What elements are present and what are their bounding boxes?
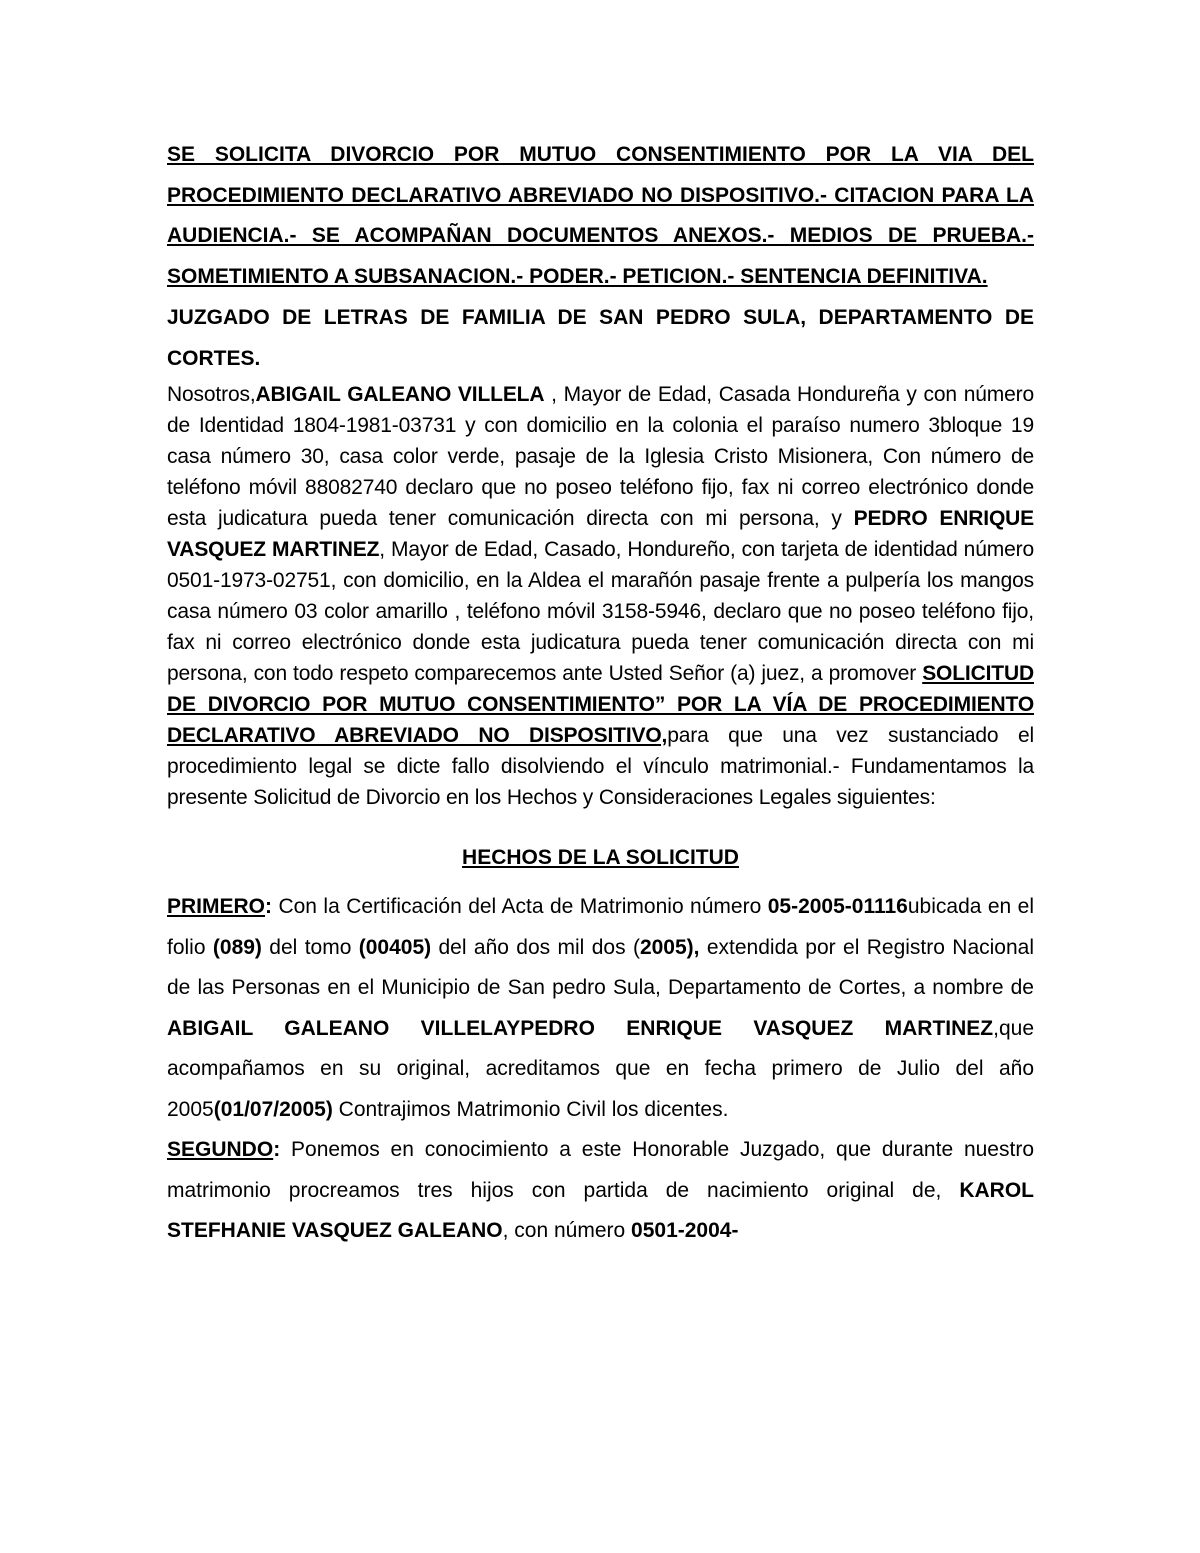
party-name: ABIGAIL GALEANO VILLELA — [255, 383, 545, 406]
intro-paragraph — [167, 379, 1034, 813]
fact-text: ,que acompañamos en su original, acreditamos que en fecha primero de Julio del año 2005 — [167, 1016, 1034, 1121]
intro-text: para que una vez sustanciado el procedimiento legal se dicte fallo disolviendo el vínculo matrimonial.- Fundamentamos la presente Solicitud de Divorcio en los Hechos y Consideraciones Legales siguientes: — [167, 724, 1034, 809]
fact-text: Con la Certificación del Acta de Matrimonio número — [272, 895, 768, 918]
document-heading: SE SOLICITA DIVORCIO POR MUTUO CONSENTIMIENTO POR LA VIA DEL PROCEDIMIENTO DECLARATIVO ABREVIADO NO DISPOSITIVO.- CITACION PARA LA AUDIENCIA.- SE ACOMPAÑAN DOCUMENTOS ANEXOS.- MEDIOS DE PRUEBA.- SOMETIMIENTO A SUBSANACION.- PODER.- PETICION.- SENTENCIA DEFINITIVA. — [167, 143, 1034, 288]
fact-label-colon: : — [265, 895, 273, 918]
spouse-names: ABIGAIL GALEANO VILLELAYPEDRO ENRIQUE VASQUEZ MARTINEZ — [167, 1016, 994, 1040]
fact-text: del tomo — [261, 935, 359, 959]
fact-text: ubicada en el folio — [167, 895, 1035, 959]
year-number: 2005), — [639, 935, 700, 959]
child-name: KAROL STEFHANIE VASQUEZ GALEANO — [167, 1178, 1034, 1242]
fact-segundo — [167, 1130, 1034, 1252]
party-name: PEDRO ENRIQUE VASQUEZ MARTINEZ — [167, 507, 1034, 561]
intro-text: , Mayor de Edad, Casada Hondureña y con número de Identidad 1804-1981-03731 y con domicilio en la colonia el paraíso numero 3bloque 19 casa número 30, casa color verde, pasaje de la Iglesia Cristo Misionera, Con número de teléfono móvil 88082740 declaro que no poseo teléfono fijo, fax ni correo electrónico donde esta judicatura pueda tener comunicación directa con mi persona, y — [167, 383, 1035, 530]
folio-number: (089) — [212, 935, 262, 959]
request-title: SOLICITUD DE DIVORCIO POR MUTUO CONSENTIMIENTO” POR LA VÍA DE PROCEDIMIENTO DECLARATIVO ABREVIADO NO DISPOSITIVO, — [167, 662, 1034, 747]
fact-label: PRIMERO — [167, 895, 266, 918]
fact-text: Contrajimos Matrimonio Civil los dicentes. — [332, 1097, 729, 1121]
fact-primero — [167, 887, 1034, 1130]
fact-text: Ponemos en conocimiento a este Honorable Juzgado, que durante nuestro matrimonio procreamos tres hijos con partida de nacimiento original de, — [167, 1138, 1034, 1202]
intro-text: Nosotros, — [167, 383, 256, 406]
birth-certificate-number: 0501-2004- — [631, 1219, 739, 1242]
acta-number: 05-2005-01116 — [767, 895, 908, 918]
marriage-date: (01/07/2005) — [213, 1097, 333, 1121]
intro-text: , Mayor de Edad, Casado, Hondureño, con tarjeta de identidad número 0501-1973-02751, con domicilio, en la Aldea el marañón pasaje frente a pulpería los mangos casa número 03 color amarillo , teléfono móvil 3158-5946, declaro que no poseo teléfono fijo, fax ni correo electrónico donde esta judicatura pueda tener comunicación directa con mi persona, con todo respeto comparecemos ante Usted Señor (a) juez, a promover — [167, 538, 1034, 685]
court-name: JUZGADO DE LETRAS DE FAMILIA DE SAN PEDRO SULA, DEPARTAMENTO DE CORTES. — [167, 306, 1034, 370]
fact-text: del año dos mil dos ( — [431, 935, 640, 959]
fact-text: , con número — [502, 1219, 632, 1242]
tomo-number: (00405) — [358, 935, 432, 959]
fact-label: SEGUNDO — [167, 1138, 274, 1161]
fact-label-colon: : — [273, 1138, 281, 1161]
fact-text: extendida por el Registro Nacional de las Personas en el Municipio de San pedro Sula, Departamento de Cortes, a nombre de — [167, 935, 1034, 999]
section-title: HECHOS DE LA SOLICITUD — [462, 846, 739, 869]
document-body — [167, 135, 1034, 1252]
